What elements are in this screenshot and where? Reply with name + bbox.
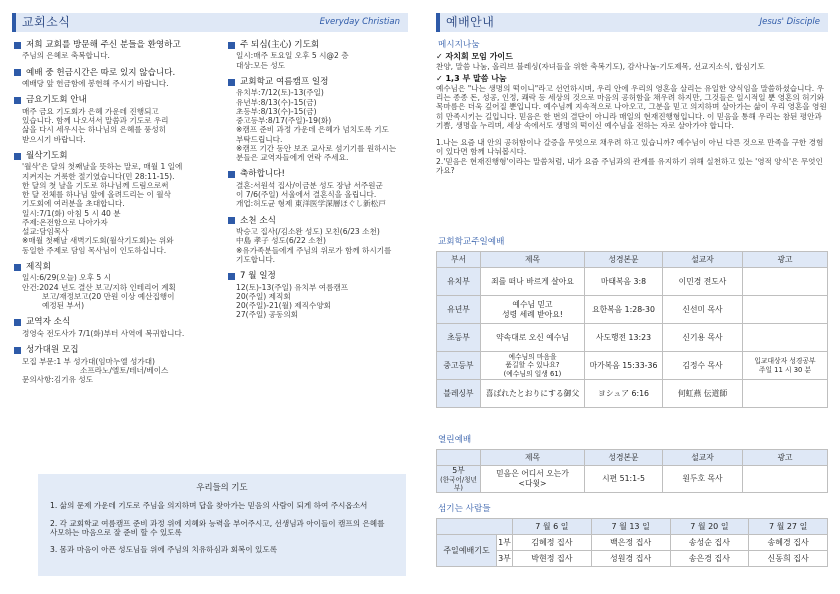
offering-title: 예배 중 헌금시간은 따로 있지 않습니다. bbox=[26, 67, 176, 78]
message-box bbox=[436, 52, 828, 175]
monthly-line: 한 달의 첫 날을 기도로 하나님께 드림으로써 bbox=[22, 180, 169, 190]
congrats-title: 축하합니다! bbox=[240, 169, 285, 180]
table-header: 7 월 6 일 bbox=[513, 519, 592, 535]
worship-header bbox=[436, 13, 828, 32]
july-line: 20(주일)-21(월) 제직수양회 bbox=[236, 301, 332, 311]
left-column-1 bbox=[14, 40, 222, 391]
servers-label: 섬기는 사람들 bbox=[438, 504, 491, 514]
table-row bbox=[437, 296, 828, 324]
camp-note: 분들은 교역자들에게 연락 주세요. bbox=[236, 153, 349, 163]
monthly-line: 설교:담임목사 bbox=[22, 227, 69, 237]
bullet-square-icon bbox=[228, 217, 235, 224]
table-header: 7 월 20 일 bbox=[670, 519, 749, 535]
table-header: 설교자 bbox=[663, 252, 743, 268]
school-note-cell: 입교대상자 성경공부 주일 11 시 30 분 bbox=[743, 352, 828, 380]
school-text-cell: 마태복음 3:8 bbox=[585, 268, 663, 296]
school-title-cell: 약속대로 오신 예수님 bbox=[481, 324, 585, 352]
camp-note: ※캠프 기간 동안 보조 교사로 섬기기를 원하시는 bbox=[236, 143, 397, 153]
school-dept-cell: 중고등부 bbox=[437, 352, 481, 380]
monthly-line: 일시:7/1(화) 아침 5 시 40 분 bbox=[22, 208, 121, 218]
school-preacher-cell: 이민경 전도사 bbox=[663, 268, 743, 296]
offering-notice bbox=[14, 68, 222, 89]
servers-name: 백은정 집사 bbox=[591, 535, 670, 551]
table-header-row bbox=[437, 519, 828, 535]
bullet-square-icon bbox=[14, 264, 21, 271]
passing-notice bbox=[228, 216, 414, 264]
table-header: 제목 bbox=[481, 450, 585, 466]
friday-line: 삶을 다시 세우시는 하나님의 은혜를 풍성히 bbox=[22, 125, 167, 135]
prayer-meeting-title: 주 되심(主心) 기도회 bbox=[240, 40, 320, 50]
welcome-notice bbox=[14, 40, 222, 61]
servers-name: 송은경 집사 bbox=[670, 551, 749, 567]
servers-part: 1부 bbox=[497, 535, 513, 551]
camp-line: 유년부:8/13(수)-15(금) bbox=[236, 97, 317, 107]
monthly-line: '월삭'은 달의 첫째날을 뜻하는 말로, 매월 1 일에 bbox=[22, 162, 183, 172]
camp-title: 교회학교 여름캠프 일정 bbox=[240, 76, 329, 87]
message-label: 메시지나눔 bbox=[438, 40, 480, 50]
servers-name: 신동희 집사 bbox=[749, 551, 828, 567]
choir-contact: 문의사항:김기유 성도 bbox=[22, 375, 93, 385]
bullet-square-icon bbox=[228, 273, 235, 280]
prayer-meeting-line: 일시:매주 토요일 오후 5 시@2 층 bbox=[236, 51, 349, 61]
message-question-1: 1.나는 요즘 내 안의 공허함이나 갈증을 무엇으로 채우려 하고 있습니까? 예수님이 아닌 다른 것으로 만족을 구한 경험이 있다면 함께 나눠봅시다. bbox=[436, 138, 824, 157]
open-dept-sub: (한국어/청년부) bbox=[440, 475, 477, 492]
table-row bbox=[437, 535, 828, 551]
table-row bbox=[437, 268, 828, 296]
council-sub: 예정된 부서) bbox=[42, 301, 85, 311]
table-header bbox=[437, 450, 481, 466]
servers-name: 김혜정 집사 bbox=[513, 535, 592, 551]
table-header: 성경본문 bbox=[585, 252, 663, 268]
right-page bbox=[420, 0, 840, 594]
prayer-item: 1. 삶의 문제 가운데 기도로 주님을 의지하며 답을 찾아가는 믿음의 사람이 되게 하여 주시옵소서 bbox=[50, 501, 368, 511]
missionary-line: 정영숙 전도사가 7/1(화)부터 사역에 복귀합니다. bbox=[22, 328, 185, 338]
open-title-cell: 믿음은 어디서 오는가 <다윗> bbox=[481, 466, 585, 493]
monthly-note: 동일한 주제로 담임 목사님이 인도하십니다. bbox=[22, 245, 167, 255]
bullet-square-icon bbox=[14, 153, 21, 160]
monthly-prayer-notice bbox=[14, 151, 222, 255]
camp-line: 유치부:7/12(토)-13(주일) bbox=[236, 88, 324, 98]
school-preacher-cell: 신기용 목사 bbox=[663, 324, 743, 352]
school-preacher-cell: 신선미 목사 bbox=[663, 296, 743, 324]
passing-line: 박승고 집사(/김소완 성도) 모친(6/23 소천) bbox=[236, 227, 380, 237]
july-line: 27(주일) 공동의회 bbox=[236, 310, 299, 320]
servers-table bbox=[436, 518, 828, 567]
school-text-cell: 마가복음 15:33-36 bbox=[585, 352, 663, 380]
message-2-title: ✓ 1,3 부 말씀 나눔 bbox=[436, 74, 507, 83]
open-preacher-cell: 원두호 목사 bbox=[663, 466, 743, 493]
congrats-line: 개업:허도균 형제 東洋医学深層ほぐし新松戸 bbox=[236, 199, 386, 209]
choir-title: 성가대원 모집 bbox=[26, 345, 79, 356]
passing-note: 기도합니다. bbox=[236, 254, 276, 264]
school-worship-label: 교회학교주일예배 bbox=[438, 237, 505, 247]
council-line: 안건:2024 년도 결산 보고/지하 인테리어 계획 bbox=[22, 282, 176, 292]
congrats-line: 이 7/6(주일) 서울에서 결혼식을 올립니다. bbox=[236, 190, 377, 200]
worship-subtitle: Jesus' Disciple bbox=[759, 17, 820, 28]
prayer-meeting-line: 대상:모든 성도 bbox=[236, 60, 285, 70]
bullet-square-icon bbox=[14, 347, 21, 354]
table-header-row bbox=[437, 252, 828, 268]
camp-notice bbox=[228, 77, 414, 162]
bullet-square-icon bbox=[228, 171, 235, 178]
school-text-cell: 사도행전 13:23 bbox=[585, 324, 663, 352]
prayer-meeting-notice bbox=[228, 40, 414, 70]
table-row bbox=[437, 324, 828, 352]
school-text-cell: 요한복음 1:28-30 bbox=[585, 296, 663, 324]
welcome-line: 주님의 은혜로 축복합니다. bbox=[22, 51, 110, 61]
prayer-title: 우리들의 기도 bbox=[196, 482, 248, 492]
table-row bbox=[437, 466, 828, 493]
news-header bbox=[12, 13, 408, 32]
message-1-title: ✓ 자치회 모임 가이드 bbox=[436, 52, 513, 61]
monthly-line: 주제:온전함으로 나아가자 bbox=[22, 217, 108, 227]
servers-name: 성원경 집사 bbox=[591, 551, 670, 567]
open-note-cell bbox=[743, 466, 828, 493]
july-schedule bbox=[228, 271, 414, 319]
servers-name: 박현정 집사 bbox=[513, 551, 592, 567]
monthly-line: 지켜지는 거룩한 절기였습니다(민 28:11-15). bbox=[22, 171, 175, 181]
monthly-line: 기도회에 여러분을 초대합니다. bbox=[22, 199, 125, 209]
missionary-notice bbox=[14, 317, 222, 338]
choir-parts: 소프라노/엘토/테너/베이스 bbox=[80, 365, 169, 375]
table-header-row bbox=[437, 450, 828, 466]
offering-line: 예배당 앞 헌금함에 봉헌해 주시기 바랍니다. bbox=[22, 79, 169, 89]
school-preacher-cell: 何虹燕 伝道師 bbox=[663, 380, 743, 408]
friday-prayer-notice bbox=[14, 95, 222, 143]
message-question-2: 2.'믿음은 현재진행형'이라는 말씀처럼, 내가 요즘 주님과의 관계를 유지하기 위해 실천하고 있는 '영적 양식'은 무엇인가요? bbox=[436, 156, 823, 175]
school-note-cell bbox=[743, 296, 828, 324]
camp-line: 초등부:8/13(수)-15(금) bbox=[236, 106, 317, 116]
bullet-square-icon bbox=[14, 42, 21, 49]
welcome-title: 저희 교회를 방문해 주신 분들을 환영하고 bbox=[26, 40, 181, 50]
servers-corner bbox=[437, 519, 513, 535]
monthly-note: ※매월 첫째날 새벽기도회(월삭기도회)는 위와 bbox=[22, 236, 174, 246]
open-text-cell: 시편 51:1-5 bbox=[585, 466, 663, 493]
congrats-notice bbox=[228, 169, 414, 208]
header-accent-bar bbox=[436, 13, 440, 32]
table-header: 광고 bbox=[743, 450, 828, 466]
servers-part: 3부 bbox=[497, 551, 513, 567]
open-worship-table bbox=[436, 449, 828, 493]
july-line: 20(주일) 제직회 bbox=[236, 291, 291, 301]
camp-note: 부탁드립니다. bbox=[236, 134, 283, 144]
friday-title: 금요기도회 안내 bbox=[26, 95, 87, 106]
prayer-item: 2. 각 교회학교 여름캠프 준비 과정 위에 지혜와 능력을 부어주시고, 선생님과 아이들이 캠프의 은혜를 사모하는 마음으로 잘 준비 할 수 있도록 bbox=[50, 518, 385, 537]
council-notice bbox=[14, 262, 222, 310]
missionary-title: 교역자 소식 bbox=[26, 317, 71, 328]
friday-line: 있습니다. 함께 나오셔서 말씀과 기도로 우리 bbox=[22, 116, 169, 126]
open-worship-label: 열린예배 bbox=[438, 435, 472, 445]
news-title: 교회소식 bbox=[22, 15, 71, 30]
school-text-cell: ヨシュア 6:16 bbox=[585, 380, 663, 408]
school-dept-cell: 유년부 bbox=[437, 296, 481, 324]
school-note-cell bbox=[743, 380, 828, 408]
servers-name: 송혜경 집사 bbox=[749, 535, 828, 551]
table-header: 7 월 13 일 bbox=[591, 519, 670, 535]
choir-notice bbox=[14, 345, 222, 384]
bullet-square-icon bbox=[228, 42, 235, 49]
friday-line: 매주 금요 기도회가 은혜 가운데 진행되고 bbox=[22, 106, 159, 116]
monthly-title: 월삭기도회 bbox=[26, 150, 68, 161]
bullet-square-icon bbox=[228, 79, 235, 86]
table-header: 성경본문 bbox=[585, 450, 663, 466]
school-preacher-cell: 김정수 목사 bbox=[663, 352, 743, 380]
school-dept-cell: 유치부 bbox=[437, 268, 481, 296]
table-header: 광고 bbox=[743, 252, 828, 268]
council-line: 일시:6/29(오늘) 오후 5 시 bbox=[22, 273, 111, 283]
school-dept-cell: 초등부 bbox=[437, 324, 481, 352]
school-note-cell bbox=[743, 324, 828, 352]
table-header: 제목 bbox=[481, 252, 585, 268]
passing-note: ※유가족분들에게 주님의 위로가 함께 하시기를 bbox=[236, 245, 392, 255]
passing-line: 中島 孝子 성도(6/22 소천) bbox=[236, 236, 326, 246]
message-2-body: 예수님은 "나는 생명의 떡이니"라고 선언하시며, 우리 안에 우리의 영혼을 살리는 유일한 양식임을 말씀하셨습니다. 우리는 종종 돈, 성공, 인정, 쾌락 등 세상의 것으로 마음의 공허함을 채우려 하지만, 그것들은 일시적일 뿐 영혼의 허기와 목마름은 더욱 깊어질 뿐입니다. 예수님께 지속적으로 나아오고, 그분을 믿고 의지하며 살아가는 삶이 우리 영혼을 영원히 만족시키는 길입니다. 믿음은 한 번의 결단이 아니라 매일의 현재진행형입니다. 이 믿음을 통해 우리는 참된 평안과 기쁨, 생명을 누리며, 세상 속에서도 생명의 떡이신 예수님을 전하는 자로 살아가야 합니다. bbox=[436, 83, 827, 130]
prayer-box bbox=[38, 474, 406, 576]
table-header: 7 월 27 일 bbox=[749, 519, 828, 535]
school-dept-cell: 블레싱부 bbox=[437, 380, 481, 408]
servers-group: 주일예배기도 bbox=[437, 535, 497, 567]
school-note-cell bbox=[743, 268, 828, 296]
school-title-cell: 예수님의 마음을 품길할 수 있나요? (예수님의 일생 61) bbox=[481, 352, 585, 380]
monthly-line: 한 달 전체를 하나님 앞에 올려드리는 이 월삭 bbox=[22, 190, 171, 200]
school-title-cell: 죄를 떠나 바르게 살아요 bbox=[481, 268, 585, 296]
servers-name: 송성순 집사 bbox=[670, 535, 749, 551]
news-subtitle: Everyday Christian bbox=[319, 17, 400, 28]
table-header: 부서 bbox=[437, 252, 481, 268]
july-title: 7 월 일정 bbox=[240, 271, 276, 282]
july-line: 12(토)-13(주일) 유치부 여름캠프 bbox=[236, 282, 349, 292]
congrats-line: 결혼:서원석 집사/이금분 성도 장남 서주원군 bbox=[236, 180, 383, 190]
table-header: 설교자 bbox=[663, 450, 743, 466]
bullet-square-icon bbox=[14, 319, 21, 326]
school-title-cell: 예수님 믿고 성령 세례 받아요! bbox=[481, 296, 585, 324]
passing-title: 소천 소식 bbox=[240, 215, 276, 226]
table-row bbox=[437, 352, 828, 380]
open-dept: 5부 bbox=[452, 466, 465, 475]
choir-line: 모집 부문:1 부 성가대(임마누엘 성가대) bbox=[22, 356, 156, 366]
message-1-body: 찬양, 말씀 나눔, 올리브 블레싱(자녀들을 위한 축복기도), 감사나눔-기도제목, 선교지소식, 합심기도 bbox=[436, 61, 765, 71]
header-accent-bar bbox=[12, 13, 16, 32]
table-row bbox=[437, 380, 828, 408]
school-worship-table bbox=[436, 251, 828, 408]
camp-note: ※캠프 준비 과정 가운데 은혜가 넘치도록 기도 bbox=[236, 125, 389, 135]
camp-line: 중고등부:8/17(주일)-19(화) bbox=[236, 116, 332, 126]
council-sub: 보고/재정보고(20 만원 이상 예산집행이 bbox=[42, 291, 175, 301]
friday-line: 받으시기 바랍니다. bbox=[22, 134, 86, 144]
open-dept-cell bbox=[437, 466, 481, 493]
prayer-item: 3. 몸과 마음이 아픈 성도님들 위에 주님의 치유하심과 회복이 있도록 bbox=[50, 545, 278, 554]
bullet-square-icon bbox=[14, 97, 21, 104]
worship-title: 예배안내 bbox=[446, 15, 495, 30]
bullet-square-icon bbox=[14, 69, 21, 76]
school-title-cell: 喜ばれたとおりにする御父 bbox=[481, 380, 585, 408]
left-column-2 bbox=[228, 40, 414, 327]
council-title: 제직회 bbox=[26, 261, 51, 272]
